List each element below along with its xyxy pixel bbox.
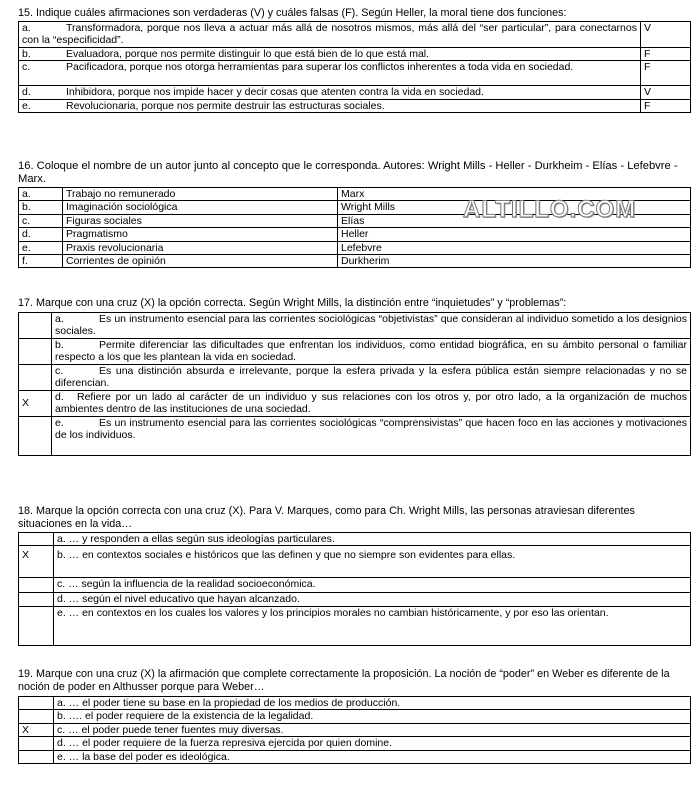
- row-text: Evaluadora, porque nos permite distinguir lo que está bien de lo que está mal.: [66, 47, 430, 60]
- table-row: [19, 22, 691, 48]
- table-row: [19, 61, 691, 86]
- row-letter: d.: [22, 86, 31, 99]
- row-letter: b.: [55, 339, 64, 351]
- concept-cell: Praxis revolucionaria: [63, 241, 338, 254]
- answer-mark[interactable]: [19, 578, 54, 593]
- row-letter: c.: [22, 61, 31, 74]
- option-text: a. … y responden a ellas según sus ideologías particulares.: [54, 533, 691, 546]
- question-18-table: [18, 532, 691, 646]
- table-row: [19, 593, 691, 606]
- question-18: [18, 505, 690, 646]
- author-cell[interactable]: Wright Mills: [338, 201, 691, 214]
- row-letter: f.: [19, 255, 63, 268]
- answer-mark[interactable]: F: [641, 61, 691, 86]
- answer-mark[interactable]: [19, 710, 54, 723]
- question-18-text: 18. Marque la opción correcta con una cruz (X). Para V. Marques, como para Ch. Wright Mills, las personas atraviesan diferentes situaciones en la vida…: [18, 505, 635, 530]
- answer-mark[interactable]: [19, 606, 54, 645]
- row-letter: a.: [22, 22, 31, 34]
- row-letter: c.: [55, 365, 64, 377]
- row-letter: d.: [55, 391, 64, 403]
- row-letter: b.: [22, 47, 31, 60]
- row-text: Es una distinción absurda e irrelevante, porque la esfera privada y la esfera pública están siempre relacionadas y no se diferencian.: [55, 365, 687, 390]
- row-text: Permite diferenciar las dificultades que enfrentan los individuos, como entidad biográfica, en su ámbito personal o familiar respecto a los que les plantean la vida en sociedad.: [55, 339, 687, 364]
- table-row: [19, 228, 691, 241]
- row-letter: e.: [55, 417, 64, 429]
- answer-mark[interactable]: [19, 697, 54, 710]
- answer-mark[interactable]: [19, 339, 52, 365]
- row-text: Es un instrumento esencial para las corrientes sociológicas “objetivistas” que consideran al individuo sometido a los designios sociales.: [55, 313, 687, 338]
- concept-cell: Trabajo no remunerado: [63, 188, 338, 201]
- question-15: [18, 7, 690, 113]
- concept-cell: Imaginación sociológica: [63, 201, 338, 214]
- question-19-text: 19. Marque con una cruz (X) la afirmación que complete correctamente la proposición. La noción de “poder” en Weber es diferente de la noción de poder en Althusser porque para Weber…: [18, 668, 670, 693]
- answer-mark[interactable]: X: [19, 723, 54, 736]
- option-text: d. … el poder requiere de la fuerza represiva ejercida por quien domine.: [54, 737, 691, 750]
- option-text: a. … el poder tiene su base en la propiedad de los medios de producción.: [54, 697, 691, 710]
- table-row: [19, 417, 691, 456]
- author-cell[interactable]: Marx: [338, 188, 691, 201]
- author-cell[interactable]: Heller: [338, 228, 691, 241]
- table-row: [19, 606, 691, 645]
- answer-mark[interactable]: [19, 737, 54, 750]
- answer-mark[interactable]: F: [641, 99, 691, 112]
- table-row: [19, 750, 691, 763]
- answer-mark[interactable]: X: [19, 391, 52, 417]
- option-text: d. … según el nivel educativo que hayan alcanzado.: [54, 593, 691, 606]
- answer-mark[interactable]: F: [641, 47, 691, 60]
- answer-mark[interactable]: [19, 593, 54, 606]
- altillo-watermark: ALTILLO.COM: [463, 196, 637, 223]
- answer-mark[interactable]: [19, 313, 52, 339]
- row-text: Pacificadora, porque nos otorga herramientas para superar los conflictos inherentes a toda vida en sociedad.: [66, 61, 574, 74]
- table-row: [19, 339, 691, 365]
- table-row: [19, 578, 691, 593]
- option-text: c. … el poder puede tener fuentes muy diversas.: [54, 723, 691, 736]
- answer-mark[interactable]: X: [19, 546, 54, 578]
- row-letter: e.: [19, 241, 63, 254]
- answer-mark[interactable]: [19, 417, 52, 456]
- table-row: [19, 391, 691, 417]
- table-row: [19, 86, 691, 99]
- concept-cell: Pragmatismo: [63, 228, 338, 241]
- table-row: [19, 533, 691, 546]
- option-text: e. … la base del poder es ideológica.: [54, 750, 691, 763]
- row-letter: b.: [19, 201, 63, 214]
- question-15-text: 15. Indique cuáles afirmaciones son verdaderas (V) y cuáles falsas (F). Según Heller, la moral tiene dos funciones:: [18, 7, 567, 19]
- author-cell[interactable]: Elías: [338, 214, 691, 227]
- row-text: Refiere por un lado al carácter de un individuo y sus relaciones con los otros y, por otro lado, a la organización de muchos ambientes dentro de las instituciones de una sociedad.: [55, 391, 687, 416]
- table-row: [19, 710, 691, 723]
- table-row: [19, 99, 691, 112]
- question-19-table: [18, 696, 691, 764]
- author-cell[interactable]: Durkherim: [338, 255, 691, 268]
- answer-mark[interactable]: V: [641, 86, 691, 99]
- table-row: [19, 241, 691, 254]
- table-row: [19, 365, 691, 391]
- answer-mark[interactable]: V: [641, 22, 691, 48]
- row-text: Transformadora, porque nos lleva a actuar más allá de nosotros mismos, más allá del “ser particular”, para conectarnos con la “especificidad”.: [22, 22, 637, 47]
- table-row: [19, 723, 691, 736]
- row-text: Inhibidora, porque nos impide hacer y decir cosas que atenten contra la vida en sociedad.: [66, 86, 484, 99]
- question-17: [18, 297, 690, 456]
- concept-cell: Figuras sociales: [63, 214, 338, 227]
- option-text: e. … en contextos en los cuales los valores y los principios morales no cambian históricamente, y por eso las orientan.: [54, 606, 691, 645]
- row-letter: d.: [19, 228, 63, 241]
- question-16-text: 16. Coloque el nombre de un autor junto al concepto que le corresponda. Autores: Wright Mills - Heller - Durkheim - Elías - Lefebvre - Marx.: [18, 160, 678, 185]
- row-letter: e.: [22, 99, 31, 112]
- question-19: [18, 668, 690, 764]
- row-letter: c.: [19, 214, 63, 227]
- answer-mark[interactable]: [19, 750, 54, 763]
- row-text: Revolucionaria, porque nos permite destruir las estructuras sociales.: [66, 99, 385, 112]
- table-row: [19, 255, 691, 268]
- table-row: [19, 47, 691, 60]
- table-row: [19, 697, 691, 710]
- row-letter: a.: [55, 313, 64, 325]
- concept-cell: Corrientes de opinión: [63, 255, 338, 268]
- question-17-table: [18, 312, 691, 456]
- question-15-table: [18, 21, 691, 113]
- row-letter: a.: [19, 188, 63, 201]
- answer-mark[interactable]: [19, 533, 54, 546]
- table-row: [19, 313, 691, 339]
- author-cell[interactable]: Lefebvre: [338, 241, 691, 254]
- question-17-text: 17. Marque con una cruz (X) la opción correcta. Según Wright Mills, la distinción entre “inquietudes” y “problemas”:: [18, 297, 567, 309]
- table-row: [19, 737, 691, 750]
- option-text: b. … en contextos sociales e históricos que las definen y que no siempre son evidentes para ellas.: [54, 546, 691, 578]
- option-text: c. … según la influencia de la realidad socioeconómica.: [54, 578, 691, 593]
- table-row: [19, 546, 691, 578]
- option-text: b. …. el poder requiere de la existencia de la legalidad.: [54, 710, 691, 723]
- row-text: Es un instrumento esencial para las corrientes sociológicas “comprensivistas” que hacen foco en las acciones y motivaciones de los individuos.: [55, 417, 687, 442]
- answer-mark[interactable]: [19, 365, 52, 391]
